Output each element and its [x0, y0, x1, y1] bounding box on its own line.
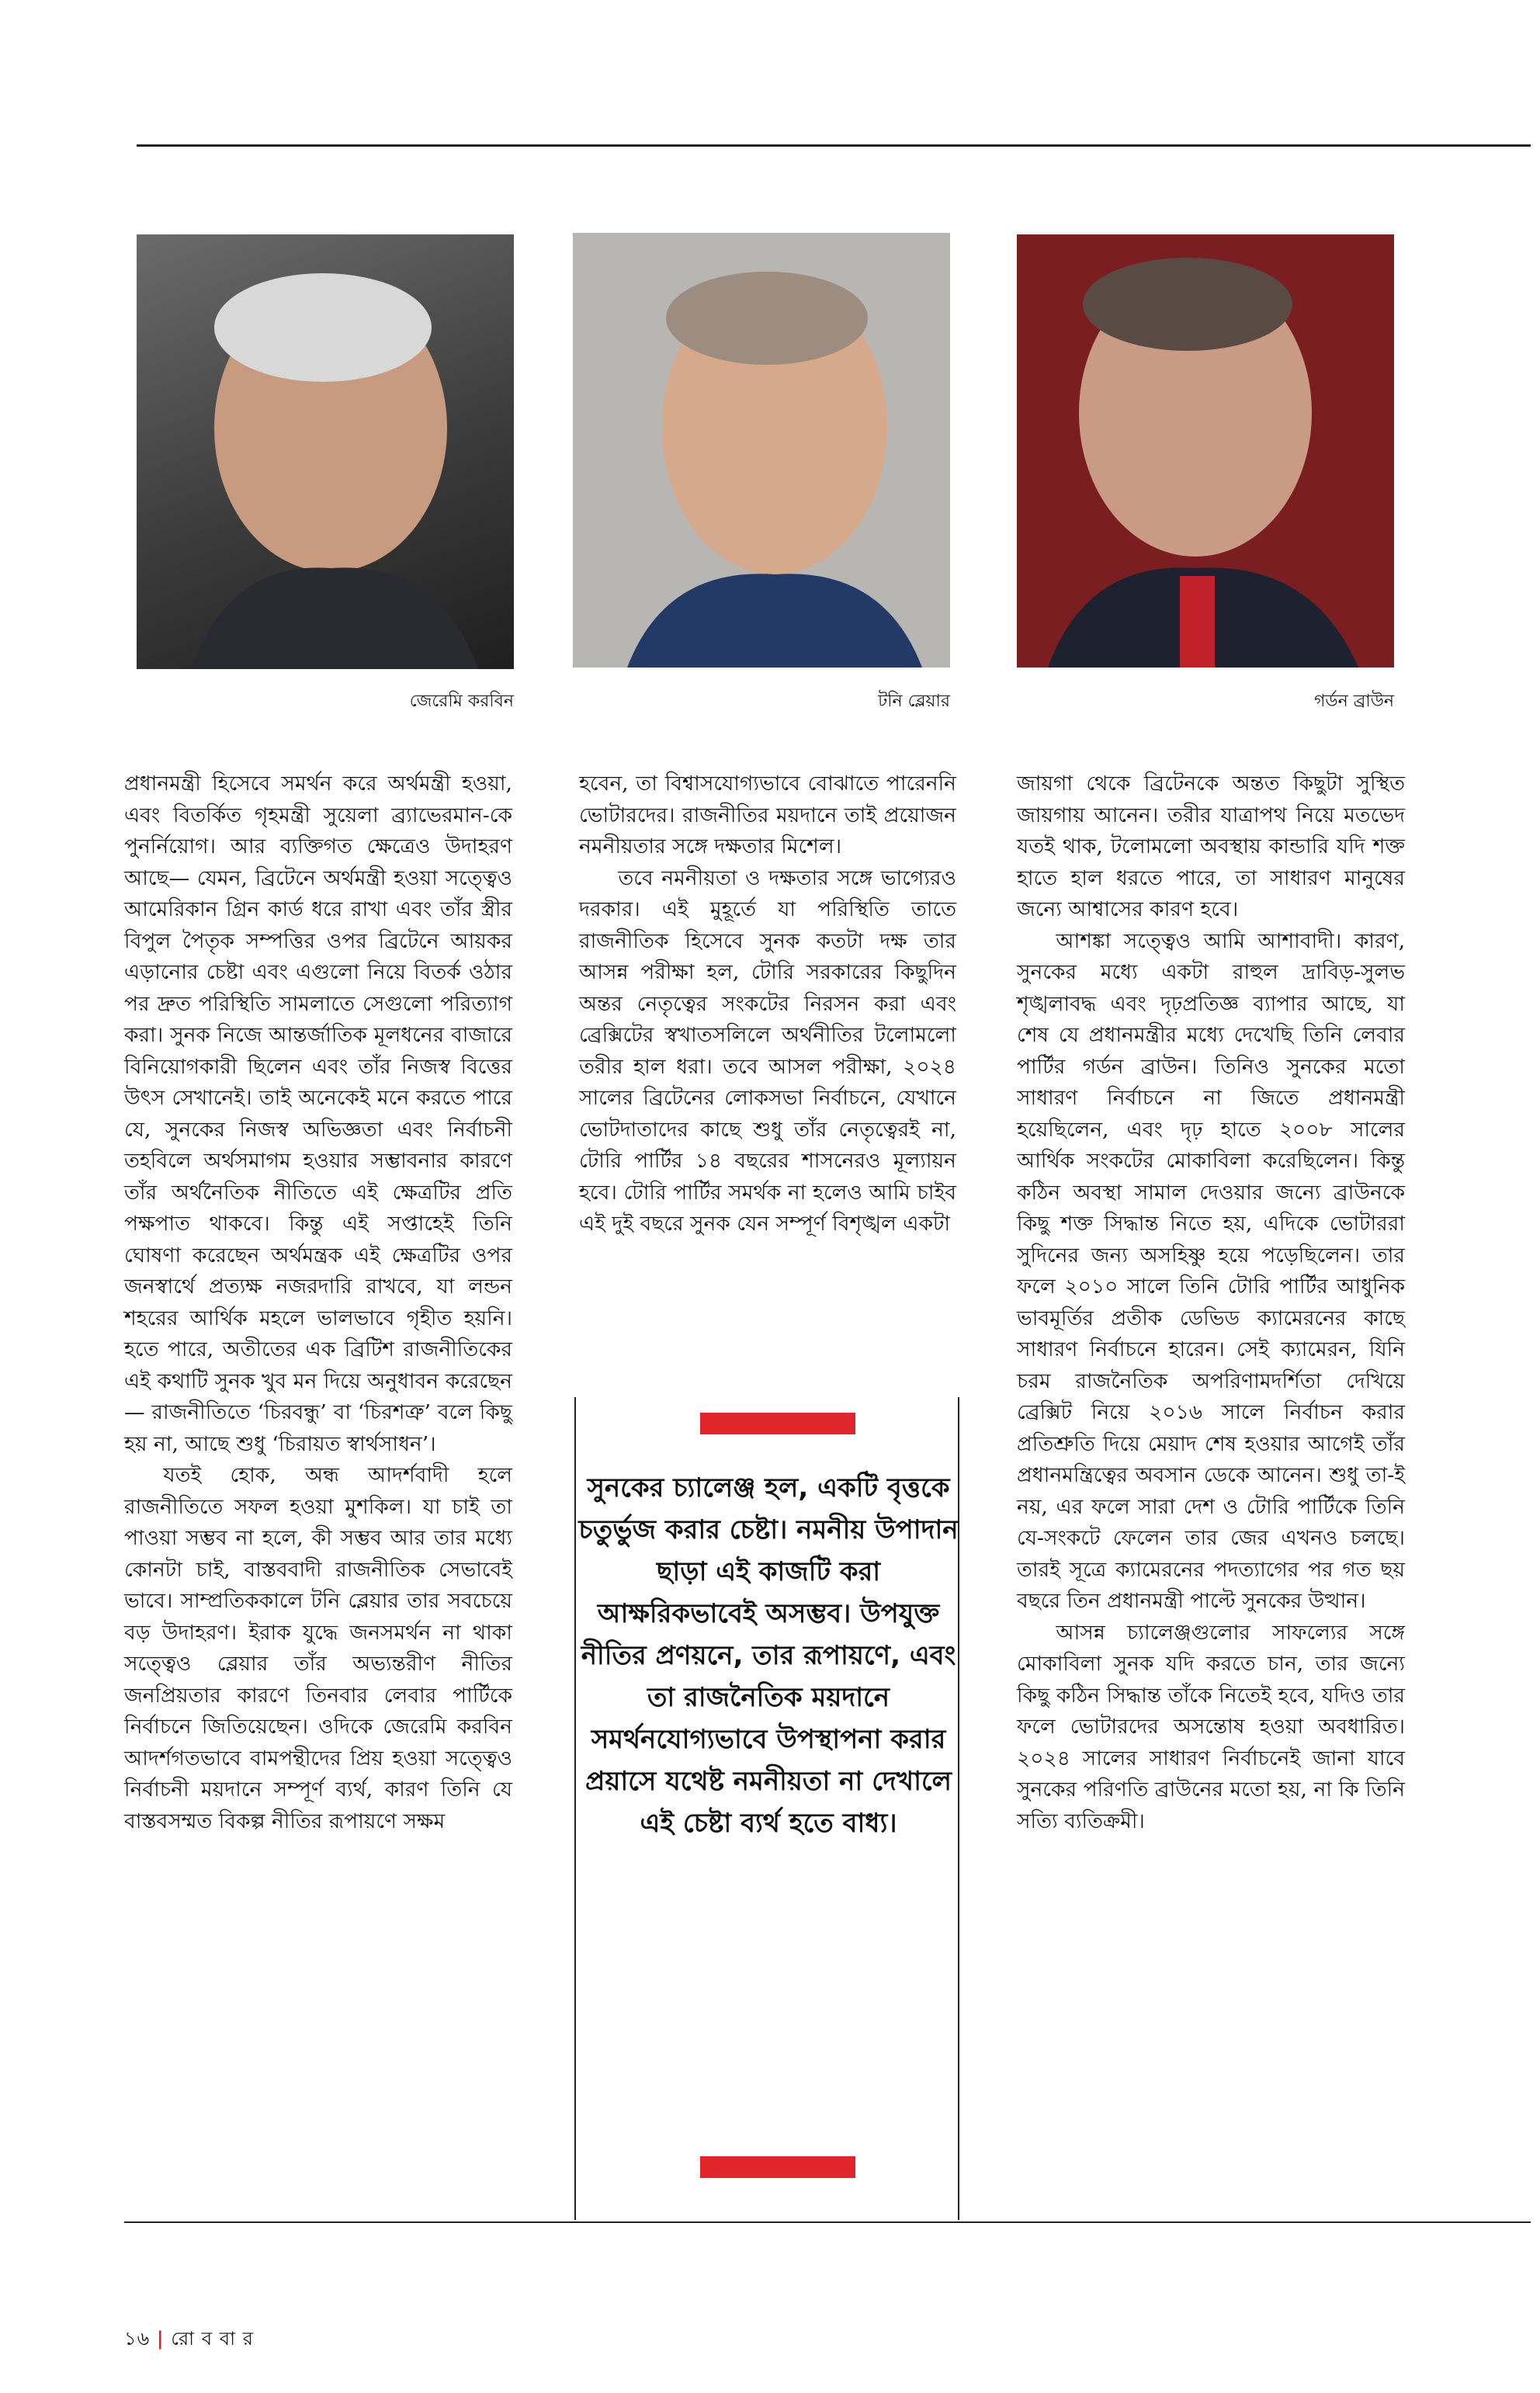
pull-quote	[574, 1397, 962, 2220]
magazine-name: রো ব বা র	[171, 2328, 254, 2350]
paragraph: আসন্ন চ্যালেঞ্জগুলোর সাফল্যের সঙ্গে মোকাবিলা সুনক যদি করতে চান, তার জন্যে কিছু কঠিন সিদ্ধান্ত তাঁকে নিতেই হবে, যদিও তার ফলে ভোটারদের অসন্তোষ হওয়া অবধারিত। ২০২৪ সালের সাধারণ নির্বাচনেই জানা যাবে সুনকের পরিণতি ব্রাউনের মতো হয়, না কি তিনি সত্যি ব্যতিক্রমী।	[1017, 1620, 1405, 1833]
photo-blair	[573, 233, 950, 668]
article-column-middle	[579, 768, 956, 1240]
footer	[124, 2325, 254, 2356]
paragraph: প্রধানমন্ত্রী হিসেবে সমর্থন করে অর্থমন্ত্রী হওয়া, এবং বিতর্কিত গৃহমন্ত্রী সুয়েলা ব্র্যাভেরমান-কে পুনর্নিয়োগ। আর ব্যক্তিগত ক্ষেত্রেও উদাহরণ আছে— যেমন, ব্রিটেনে অর্থমন্ত্রী হওয়া সত্ত্বেও আমেরিকান গ্রিন কার্ড ধরে রাখা এবং তাঁর স্ত্রীর বিপুল পৈতৃক সম্পত্তির ওপর ব্রিটেনে আয়কর এড়ানোর চেষ্টা এবং এগুলো নিয়ে বিতর্ক ওঠার পর দ্রুত পরিস্থিতি সামলাতে সেগুলো পরিত্যাগ করা। সুনক নিজে আন্তর্জাতিক মূলধনের বাজারে বিনিয়োগকারী ছিলেন এবং তাঁর নিজস্ব বিত্তের উৎস সেখানেই। তাই অনেকেই মনে করতে পারে যে, সুনকের নিজস্ব অভিজ্ঞতা এবং নির্বাচনী তহবিলে অর্থসমাগম হওয়ার সম্ভাবনার কারণে তাঁর অর্থনৈতিক নীতিতে এই ক্ষেত্রটির প্রতি পক্ষপাত থাকবে। কিন্তু এই সপ্তাহেই তিনি ঘোষণা করেছেন অর্থমন্ত্রক এই ক্ষেত্রটির ওপর জনস্বার্থে প্রত্যক্ষ নজরদারি রাখবে, যা লন্ডন শহরের আর্থিক মহলে ভালভাবে গৃহীত হয়নি। হতে পারে, অতীতের এক ব্রিটিশ রাজনীতিকের এই কথাটি সুনক খুব মন দিয়ে অনুধাবন করেছেন— রাজনীতিতে ‘চিরবন্ধু’ বা ‘চিরশত্রু’ বলে কিছু হয় না, আছে শুধু ‘চিরায়ত স্বার্থসাধন’।	[124, 772, 512, 1456]
portrait-icon	[573, 233, 950, 668]
caption-brown: গর্ডন ব্রাউন	[1313, 692, 1394, 711]
article-column-right	[1017, 768, 1405, 1837]
paragraph: জায়গা থেকে ব্রিটেনকে অন্তত কিছুটা সুস্থিত জায়গায় আনেন। তরীর যাত্রাপথ নিয়ে মতভেদ যতই থাক, টলোমলো অবস্থায় কান্ডারি যদি শক্ত হাতে হাল ধরতে পারে, তা সাধারণ মানুষের জন্যে আশ্বাসের কারণ হবে।	[1017, 772, 1405, 921]
paragraph: আশঙ্কা সত্ত্বেও আমি আশাবাদী। কারণ, সুনকের মধ্যে একটা রাহুল দ্রাবিড়-সুলভ শৃঙ্খলাবদ্ধ এবং দৃঢ়প্রতিজ্ঞ ব্যাপার আছে, যা শেষ যে প্রধানমন্ত্রীর মধ্যে দেখেছি তিনি লেবার পার্টির গর্ডন ব্রাউন। তিনিও সুনকের মতো সাধারণ নির্বাচনে না জিতে প্রধানমন্ত্রী হয়েছিলেন, এবং দৃঢ় হাতে ২০০৮ সালের আর্থিক সংকটের মোকাবিলা করেছিলেন। কিন্তু কঠিন অবস্থা সামাল দেওয়ার জন্যে ব্রাউনকে কিছু শক্ত সিদ্ধান্ত নিতে হয়, এদিকে ভোটাররা সুদিনের জন্য অসহিষ্ণু হয়ে পড়েছিলেন। তার ফলে ২০১০ সালে তিনি টোরি পার্টির আধুনিক ভাবমূর্তির প্রতীক ডেভিড ক্যামেরনের কাছে সাধারণ নির্বাচনে হারেন। সেই ক্যামেরন, যিনি চরম রাজনৈতিক অপরিণামদর্শিতা দেখিয়ে ব্রেক্সিট নিয়ে ২০১৬ সালে নির্বাচন করার প্রতিশ্রুতি দিয়ে মেয়াদ শেষ হওয়ার আগেই তাঁর প্রধানমন্ত্রিত্বের অবসান ডেকে আনেন। শুধু তা-ই নয়, এর ফলে সারা দেশ ও টোরি পার্টিকে তিনি যে-সংকটে ফেলেন তার জের এখনও চলছে। তারই সূত্রে ক্যামেরনের পদত্যাগের পর গত ছয় বছরে তিন প্রধানমন্ত্রী পাল্টে সুনকের উত্থান।	[1017, 928, 1405, 1613]
footer-separator: |	[156, 2328, 165, 2350]
portrait-icon	[137, 234, 514, 669]
bottom-rule	[124, 2221, 1531, 2223]
paragraph: যতই হোক, অন্ধ আদর্শবাদী হলে রাজনীতিতে সফল হওয়া মুশকিল। যা চাই তা পাওয়া সম্ভব না হলে, কী সম্ভব আর তার মধ্যে কোনটা চাই, বাস্তববাদী রাজনীতিক সেভাবেই ভাবে। সাম্প্রতিককালে টনি ব্লেয়ার তার সবচেয়ে বড় উদাহরণ। ইরাক যুদ্ধে জনসমর্থন না থাকা সত্ত্বেও ব্লেয়ার তাঁর অভ্যন্তরীণ নীতির জনপ্রিয়তার কারণে তিনবার লেবার পার্টিকে নির্বাচনে জিতিয়েছেন। ওদিকে জেরেমি করবিন আদর্শগতভাবে বামপন্থীদের প্রিয় হওয়া সত্ত্বেও নির্বাচনী ময়দানে সম্পূর্ণ ব্যর্থ, কারণ তিনি যে বাস্তবসম্মত বিকল্প নীতির রূপায়ণে সক্ষম	[124, 1463, 512, 1833]
page-number: ১৬	[124, 2328, 151, 2350]
article-column-left	[124, 768, 512, 1837]
photo-brown	[1017, 234, 1394, 668]
pull-quote-text: সুনকের চ্যালেঞ্জ হল, একটি বৃত্তকে চতুর্ভুজ করার চেষ্টা। নমনীয় উপাদান ছাড়া এই কাজটি করা আক্ষরিকভাবেই অসম্ভব। উপযুক্ত নীতির প্রণয়নে, তার রূপায়ণে, এবং তা রাজনৈতিক ময়দানে সমর্থনযোগ্যভাবে উপস্থাপনা করার প্রয়াসে যথেষ্ট নমনীয়তা না দেখালে এই চেষ্টা ব্যর্থ হতে বাধ্য।	[578, 1472, 959, 1839]
top-rule	[137, 144, 1531, 147]
portrait-icon	[1017, 234, 1394, 668]
caption-blair: টনি ব্লেয়ার	[878, 692, 950, 711]
paragraph: হবেন, তা বিশ্বাসযোগ্যভাবে বোঝাতে পারেননি ভোটারদের। রাজনীতির ময়দানে তাই প্রয়োজন নমনীয়তার সঙ্গে দক্ষতার মিশেল।	[579, 772, 956, 858]
paragraph: তবে নমনীয়তা ও দক্ষতার সঙ্গে ভাগ্যেরও দরকার। এই মুহূর্তে যা পরিস্থিতি তাতে রাজনীতিক হিসেবে সুনক কতটা দক্ষ তার আসন্ন পরীক্ষা হল, টোরি সরকারের কিছুদিন অন্তর নেতৃত্বের সংকটের নিরসন করা এবং ব্রেক্সিটের স্বখাতসলিলে অর্থনীতির টলোমলো তরীর হাল ধরা। তবে আসল পরীক্ষা, ২০২৪ সালের ব্রিটেনের লোকসভা নির্বাচনে, যেখানে ভোটদাতাদের কাছে শুধু তাঁর নেতৃত্বেরই না, টোরি পার্টির ১৪ বছরের শাসনেরও মূল্যায়ন হবে। টোরি পার্টির সমর্থক না হলেও আমি চাইব এই দুই বছরে সুনক যেন সম্পূর্ণ বিশৃঙ্খল একটা	[579, 865, 956, 1236]
pull-quote-bar-bottom	[700, 2156, 855, 2178]
caption-corbyn: জেরেমি করবিন	[409, 692, 514, 711]
photo-corbyn	[137, 234, 514, 669]
pull-quote-bar-top	[700, 1413, 855, 1434]
